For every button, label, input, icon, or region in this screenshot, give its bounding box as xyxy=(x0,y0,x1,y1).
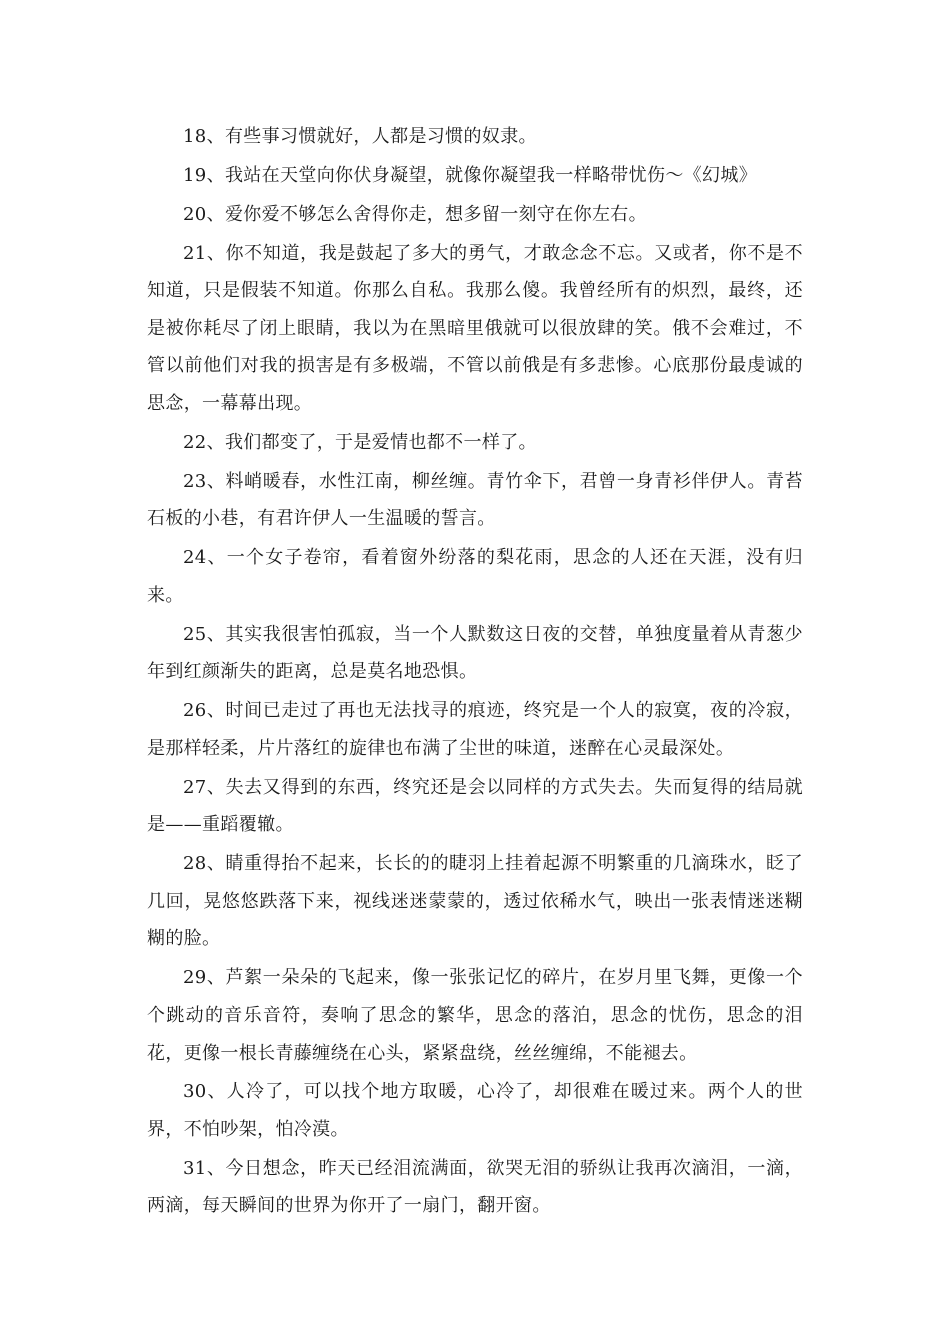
paragraph-30: 30、人冷了，可以找个地方取暖，心冷了，却很难在暖过来。两个人的世界，不怕吵架，怕冷漠。 xyxy=(147,1081,803,1140)
paragraph-19: 19、我站在天堂向你伏身凝望，就像你凝望我一样略带忧伤～《幻城》 xyxy=(183,164,758,186)
paragraph-22: 22、我们都变了，于是爱情也都不一样了。 xyxy=(183,431,537,453)
paragraph-26: 26、时间已走过了再也无法找寻的痕迹，终究是一个人的寂寞，夜的冷寂，是那样轻柔，片片落红的旋律也布满了尘世的味道，迷醉在心灵最深处。 xyxy=(147,700,803,759)
paragraph-29: 29、芦絮一朵朵的飞起来，像一张张记忆的碎片，在岁月里飞舞，更像一个个跳动的音乐音符，奏响了思念的繁华，思念的落泊，思念的忧伤，思念的泪花，更像一根长青藤缠绕在心头，紧紧盘绕，丝丝缠绵，不能褪去。 xyxy=(147,967,803,1064)
paragraph-28: 28、睛重得抬不起来，长长的的睫羽上挂着起源不明繁重的几滴珠水，眨了几回，晃悠悠跌落下来，视线迷迷蒙蒙的，透过依稀水气，映出一张表情迷迷糊糊的脸。 xyxy=(147,853,803,950)
document-body xyxy=(147,118,803,1226)
paragraph-27: 27、失去又得到的东西，终究还是会以同样的方式失去。失而复得的结局就是——重蹈覆辙。 xyxy=(147,776,803,836)
paragraph-25: 25、其实我很害怕孤寂，当一个人默数这日夜的交替，单独度量着从青葱少年到红颜渐失的距离，总是莫名地恐惧。 xyxy=(147,623,803,683)
paragraph-21: 21、你不知道，我是鼓起了多大的勇气，才敢念念不忘。又或者，你不是不知道，只是假装不知道。你那么自私。我那么傻。我曾经所有的炽烈，最终，还是被你耗尽了闭上眼睛，我以为在黑暗里俄就可以很放肆的笑。俄不会难过，不管以前他们对我的损害是有多极端，不管以前俄是有多悲惨。心底那份最虔诚的思念，一幕幕出现。 xyxy=(147,242,803,415)
paragraph-23: 23、料峭暖春，水性江南，柳丝缠。青竹伞下，君曾一身青衫伴伊人。青苔石板的小巷，有君许伊人一生温暖的誓言。 xyxy=(147,470,803,530)
paragraph-18: 18、有些事习惯就好，人都是习惯的奴隶。 xyxy=(183,126,537,147)
paragraph-20: 20、爱你爱不够怎么舍得你走，想多留一刻守在你左右。 xyxy=(183,203,648,225)
paragraph-24: 24、一个女子卷帘，看着窗外纷落的梨花雨，思念的人还在天涯，没有归来。 xyxy=(147,547,803,606)
paragraph-31: 31、今日想念，昨天已经泪流满面，欲哭无泪的骄纵让我再次滴泪，一滴，两滴，每天瞬间的世界为你开了一扇门，翻开窗。 xyxy=(147,1157,803,1217)
